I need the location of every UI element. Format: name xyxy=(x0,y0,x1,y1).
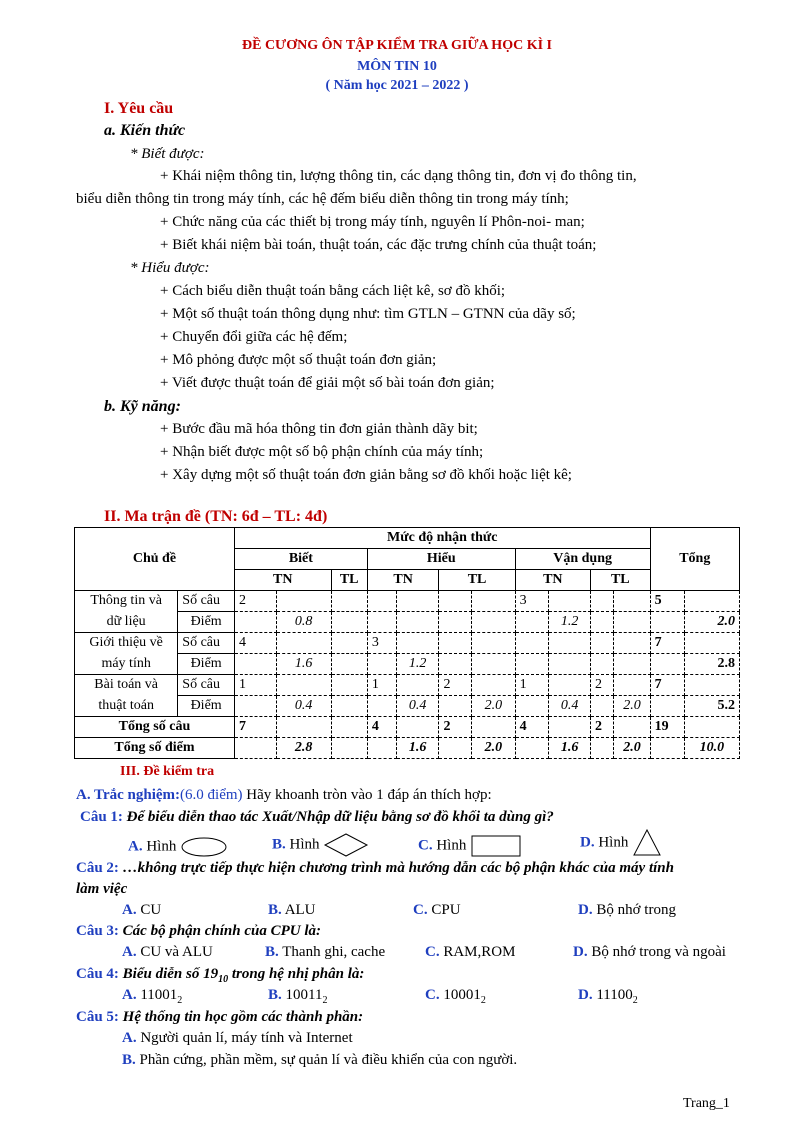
total-cell: 2.0 xyxy=(614,738,650,759)
option-b[interactable]: B. Phần cứng, phần mềm, sự quản lí và điều khiển của con người. xyxy=(122,1052,518,1068)
cell: 3 xyxy=(367,633,396,654)
option-d[interactable]: D. Hình xyxy=(580,828,662,858)
option-d[interactable]: D. $11100_2$ xyxy=(578,987,638,1006)
diem-label: Điểm xyxy=(178,696,235,717)
so-cau-label: Số câu xyxy=(178,633,235,654)
question-4: Câu 4: Biểu diễn số $19_{10}$ trong hệ nhị phân là: xyxy=(76,966,365,985)
cell xyxy=(614,654,650,675)
diem-label: Điểm xyxy=(178,654,235,675)
cell: 0.8 xyxy=(276,612,331,633)
part-a-instruction: Hãy khoanh tròn vào 1 đáp án thích hợp: xyxy=(242,787,492,803)
cell: 0.4 xyxy=(549,696,591,717)
tong-so-cau-label: Tổng số câu xyxy=(75,717,235,738)
cell: 0.4 xyxy=(396,696,439,717)
level-hieu: Hiểu xyxy=(367,549,515,570)
kynang-item: + Xây dựng một số thuật toán đơn giản bằng sơ đồ khối hoặc liệt kê; xyxy=(160,467,572,483)
tong-cau-cell: 5 xyxy=(650,591,684,612)
hieu-item: + Cách biểu diễn thuật toán bằng cách liệt kê, sơ đồ khối; xyxy=(160,283,506,299)
total-cell: 2 xyxy=(439,717,472,738)
part-a-points: (6.0 điểm) xyxy=(180,787,243,803)
page-number: Trang_1 xyxy=(683,1096,730,1111)
cell: 1 xyxy=(515,675,549,696)
col-tl: TL xyxy=(331,570,367,591)
section1-b-heading: b. Kỹ năng: xyxy=(104,398,181,415)
cell: 2.0 xyxy=(472,696,516,717)
topic-name: Giới thiệu về máy tính xyxy=(75,633,178,675)
cell: 1.2 xyxy=(396,654,439,675)
cell: 2 xyxy=(590,675,613,696)
doc-subject: MÔN TIN 10 xyxy=(357,59,437,74)
cell: 1.2 xyxy=(549,612,591,633)
cell: 2.0 xyxy=(614,696,650,717)
cell xyxy=(549,654,591,675)
option-c[interactable]: C. RAM,ROM xyxy=(425,944,516,960)
section2-heading: II. Ma trận đề (TN: 6đ – TL: 4đ) xyxy=(104,508,328,525)
option-a[interactable]: A. CU xyxy=(122,902,162,918)
option-b[interactable]: B. $10011_2$ xyxy=(268,987,328,1006)
cell: 1 xyxy=(234,675,276,696)
col-tn: TN xyxy=(515,570,590,591)
total-cell: 10.0 xyxy=(684,738,739,759)
cell: 1 xyxy=(367,675,396,696)
option-a[interactable]: A. Hình xyxy=(128,836,228,858)
cell xyxy=(515,633,549,654)
tong-diem-cell: 5.2 xyxy=(684,696,739,717)
question-3: Câu 3: Các bộ phận chính của CPU là: xyxy=(76,923,322,939)
section1-a-heading: a. Kiến thức xyxy=(104,122,186,139)
hieu-item: + Mô phỏng được một số thuật toán đơn giản; xyxy=(160,352,437,368)
biet-item: biểu diễn thông tin trong máy tính, các hệ đếm biểu diễn thông tin trong máy tính; xyxy=(76,191,569,207)
option-d[interactable]: D. Bộ nhớ trong xyxy=(578,902,676,918)
option-b[interactable]: B. ALU xyxy=(268,902,316,918)
cell: 2 xyxy=(234,591,276,612)
total-cell: 1.6 xyxy=(549,738,591,759)
total-cell: 4 xyxy=(515,717,549,738)
topic-name: Thông tin và dữ liệu xyxy=(75,591,178,633)
col-tl: TL xyxy=(439,570,515,591)
question-2: Câu 2: …không trực tiếp thực hiện chương trình mà hướng dẫn các bộ phận khác của máy tính xyxy=(76,860,674,876)
option-b[interactable]: B. Thanh ghi, cache xyxy=(265,944,386,960)
kynang-item: + Nhận biết được một số bộ phận chính của máy tính; xyxy=(160,444,484,460)
part-a-label: A. Trắc nghiệm: xyxy=(76,787,181,803)
cell xyxy=(590,633,613,654)
option-b[interactable]: B. Hình xyxy=(272,832,369,858)
ellipse-shape-icon xyxy=(180,836,228,858)
rectangle-shape-icon xyxy=(470,834,522,858)
so-cau-label: Số câu xyxy=(178,675,235,696)
diamond-shape-icon xyxy=(323,832,369,858)
matrix-table xyxy=(74,527,740,759)
cell: 3 xyxy=(515,591,549,612)
topic-name: Bài toán và thuật toán xyxy=(75,675,178,717)
col-tl: TL xyxy=(590,570,650,591)
cell xyxy=(367,591,396,612)
section3-heading: III. Đề kiểm tra xyxy=(120,764,215,779)
tong-diem-cell: 2.8 xyxy=(684,654,739,675)
level-vandung: Vận dụng xyxy=(515,549,650,570)
total-cell: 4 xyxy=(367,717,396,738)
total-cell: 1.6 xyxy=(396,738,439,759)
part-a-line xyxy=(76,786,492,804)
total-cell: 19 xyxy=(650,717,684,738)
doc-year: ( Năm học 2021 – 2022 ) xyxy=(325,78,469,93)
biet-label: * Biết được: xyxy=(130,146,205,162)
doc-title: ĐỀ CƯƠNG ÔN TẬP KIỂM TRA GIỮA HỌC KÌ I xyxy=(242,38,552,53)
tong-cau-cell: 7 xyxy=(650,675,684,696)
muc-do-header: Mức độ nhận thức xyxy=(234,528,650,549)
option-c[interactable]: C. Hình xyxy=(418,834,522,858)
biet-item: + Khái niệm thông tin, lượng thông tin, các dạng thông tin, đơn vị đo thông tin, xyxy=(160,168,637,184)
option-a[interactable]: A. $11001_2$ xyxy=(122,987,183,1006)
cell xyxy=(590,591,613,612)
tong-cau-cell: 7 xyxy=(650,633,684,654)
diem-label: Điểm xyxy=(178,612,235,633)
col-tn: TN xyxy=(367,570,439,591)
option-d[interactable]: D. Bộ nhớ trong và ngoài xyxy=(573,944,726,960)
tong-header: Tổng xyxy=(650,528,739,591)
cell: 4 xyxy=(234,633,276,654)
question-5: Câu 5: Hệ thống tin học gồm các thành phần: xyxy=(76,1009,364,1025)
hieu-item: + Chuyển đổi giữa các hệ đếm; xyxy=(160,329,348,345)
hieu-item: + Một số thuật toán thông dụng như: tìm GTLN – GTNN của dãy số; xyxy=(160,306,576,322)
hieu-item: + Viết được thuật toán để giải một số bài toán đơn giản; xyxy=(160,375,495,391)
kynang-item: + Bước đầu mã hóa thông tin đơn giản thành dãy bit; xyxy=(160,421,478,437)
option-a[interactable]: A. CU và ALU xyxy=(122,944,213,960)
so-cau-label: Số câu xyxy=(178,591,235,612)
cell: 1.6 xyxy=(276,654,331,675)
cell xyxy=(439,633,472,654)
tong-so-diem-label: Tổng số điểm xyxy=(75,738,235,759)
col-tn: TN xyxy=(234,570,331,591)
hieu-label: * Hiểu được: xyxy=(130,260,210,276)
triangle-shape-icon xyxy=(632,828,662,858)
biet-item: + Biết khái niệm bài toán, thuật toán, các đặc trưng chính của thuật toán; xyxy=(160,237,597,253)
cell xyxy=(614,612,650,633)
cell xyxy=(439,591,472,612)
section1-heading: I. Yêu cầu xyxy=(104,100,174,117)
cell xyxy=(472,654,516,675)
option-a[interactable]: A. Người quản lí, máy tính và Internet xyxy=(122,1030,353,1046)
cell: 2 xyxy=(439,675,472,696)
chu-de-header: Chủ đề xyxy=(75,528,235,591)
cell xyxy=(472,612,516,633)
question-2-cont: làm việc xyxy=(76,881,128,897)
biet-item: + Chức năng của các thiết bị trong máy tính, nguyên lí Phôn-noi- man; xyxy=(160,214,585,230)
option-c[interactable]: C. $10001_2$ xyxy=(425,987,486,1006)
option-c[interactable]: C. CPU xyxy=(413,902,461,918)
total-cell: 7 xyxy=(234,717,276,738)
total-cell: 2.8 xyxy=(276,738,331,759)
total-cell: 2.0 xyxy=(472,738,516,759)
tong-diem-cell: 2.0 xyxy=(684,612,739,633)
cell: 0.4 xyxy=(276,696,331,717)
level-biet: Biết xyxy=(234,549,367,570)
total-cell: 2 xyxy=(590,717,613,738)
cell xyxy=(396,612,439,633)
question-1: Câu 1: Để biểu diễn thao tác Xuất/Nhập dữ liệu bằng sơ đồ khối ta dùng gì? xyxy=(80,809,554,825)
